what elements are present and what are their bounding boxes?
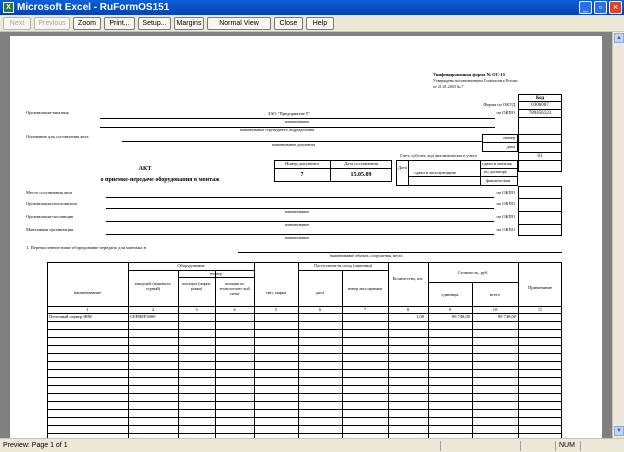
minimize-button[interactable]: _ <box>579 1 592 14</box>
caption-object: наименование объекта, сооружения, места <box>330 253 403 258</box>
date-label: дата <box>506 144 515 149</box>
window-title: Microsoft Excel - RuFormOS151 <box>17 2 170 13</box>
help-button[interactable]: Help <box>306 17 334 30</box>
section-1-title: 1. Перечисленное ниже оборудование передано для монтажа в <box>26 245 146 250</box>
caption-structural-unit: наименование структурного подразделения <box>240 127 315 132</box>
col-number-8: 8 <box>406 307 410 312</box>
col-receipt-header: Поступление на склад (заказчика) <box>314 263 372 268</box>
account-label: Счет, субсчет, код аналитического учета <box>400 153 477 158</box>
excel-app-icon: X <box>3 2 14 13</box>
col-number-11: 11 <box>537 307 543 312</box>
caption-name-4: наименование <box>285 235 310 240</box>
okpo-label-2: по ОКПО <box>496 190 515 195</box>
preview-page <box>10 36 602 438</box>
act-title: АКТ <box>138 166 152 172</box>
print-button[interactable]: Print... <box>104 17 135 30</box>
doc-number-value: 7 <box>300 172 304 178</box>
doc-date-header: Дата составления <box>344 161 378 166</box>
col-equipment-header: Оборудование <box>177 263 205 268</box>
close-window-button[interactable]: × <box>609 1 622 14</box>
okpo-label-4: по ОКПО <box>496 214 515 219</box>
installer-label: Монтажная организация <box>26 227 74 232</box>
status-bar <box>0 438 624 452</box>
col-quantity-header: Количество, шт. <box>392 276 424 281</box>
caption-name-3: наименование <box>285 222 310 227</box>
form-date: от 21.01.2003 № 7 <box>433 84 464 89</box>
doc-date-value: 15.05.09 <box>350 172 372 178</box>
col-number-9: 9 <box>448 307 452 312</box>
close-preview-button[interactable]: Close <box>274 17 303 30</box>
vertical-scrollbar[interactable] <box>612 32 624 438</box>
zoom-button[interactable]: Zoom <box>73 17 101 30</box>
col-cost-header: Стоимость, руб. <box>457 270 489 275</box>
normal-view-button[interactable]: Normal View <box>207 17 271 30</box>
caption-name: наименование <box>285 119 310 124</box>
row-1-quantity: 1,00 <box>416 314 424 319</box>
col-number-2: 2 <box>151 307 155 312</box>
account-code-value: 01 <box>537 154 543 159</box>
customer-org-label: Организация-заказчик <box>26 110 69 115</box>
okud-label: Форма по ОКУД <box>483 102 515 107</box>
form-approval: Утверждена постановлением Госкомстата России <box>433 78 518 83</box>
col-number-1: 1 <box>86 307 89 312</box>
date-short-label: Дата <box>398 165 407 170</box>
col-act-number-header: номер акта приемки <box>347 286 383 291</box>
okpo-label-5: по ОКПО <box>496 227 515 232</box>
okpo-label-3: по ОКПО <box>496 201 515 206</box>
col-number-3: 3 <box>195 307 198 312</box>
col-position-header: позиции по технологичес-кой схеме <box>219 281 250 297</box>
place-label: Место составления акта <box>26 190 73 195</box>
setup-button[interactable]: Setup... <box>138 17 171 30</box>
scroll-up-icon[interactable]: ▲ <box>614 33 624 43</box>
actual-label: фактическая <box>486 178 510 183</box>
caption-name-2: наименование <box>285 209 310 214</box>
manufacturer-label: Организация-изготовитель <box>26 201 78 206</box>
row-1-total-cost: 89 748,00 <box>498 314 516 319</box>
title-bar <box>0 0 624 15</box>
margins-button[interactable]: Margins <box>174 17 204 30</box>
next-button[interactable]: Next <box>3 17 31 30</box>
col-name-header: наименование <box>73 290 102 295</box>
col-number-5: 5 <box>274 307 278 312</box>
col-total-header: всего <box>489 292 501 297</box>
col-type-header: тип, марка <box>265 290 287 295</box>
col-number-10: 10 <box>492 307 498 312</box>
code-header: Код <box>535 96 545 101</box>
by-contract-label: по договору <box>484 169 508 174</box>
okud-value: 0306007 <box>531 103 549 108</box>
handover-operation-label: сдачи в эксплуатацию <box>414 170 457 175</box>
act-subtitle: о приемке-передаче оборудования в монтаж <box>100 177 220 183</box>
col-factory-header: заводской (номенкла-турный) <box>134 281 172 292</box>
col-passport-header: паспорта (марки-ровки) <box>181 281 212 292</box>
okpo-label: по ОКПО <box>496 110 515 115</box>
basis-label: Основание для составления акта <box>26 134 89 139</box>
okpo-value: 789456123 <box>528 111 552 116</box>
col-date-header: дата <box>315 290 325 295</box>
col-number-6: 6 <box>318 307 322 312</box>
col-number-4: 4 <box>233 307 236 312</box>
col-number-7: 7 <box>363 307 367 312</box>
col-notes-header: Примечание <box>528 285 552 290</box>
maximize-button[interactable]: ▫ <box>594 1 607 14</box>
num-lock-indicator: NUM <box>559 442 575 449</box>
col-unit-header: единицы <box>441 292 459 297</box>
caption-document-name: наименование документа <box>272 142 316 147</box>
previous-button[interactable]: Previous <box>34 17 70 30</box>
equipment-table <box>47 262 562 438</box>
preview-toolbar <box>0 15 624 32</box>
status-text: Preview: Page 1 of 1 <box>3 442 68 449</box>
supplier-label: Организация-поставщик <box>26 214 74 219</box>
doc-number-header: Номер документа <box>285 161 319 166</box>
customer-org-value: ЗАО "Предприятие 5" <box>268 111 310 116</box>
form-number: Унифицированная форма № ОС-15 <box>433 72 505 77</box>
scroll-down-icon[interactable]: ▼ <box>614 426 624 436</box>
handover-install-label: сдачи в монтаж <box>482 161 512 166</box>
row-1-factory-number: СЕРВЕР2000 <box>130 314 156 319</box>
row-1-unit-cost: 89 748,00 <box>452 314 470 319</box>
row-1-name: Почтовый сервер IBM <box>49 314 92 319</box>
number-label: номер <box>503 135 515 140</box>
col-number-header: номер <box>210 271 222 276</box>
